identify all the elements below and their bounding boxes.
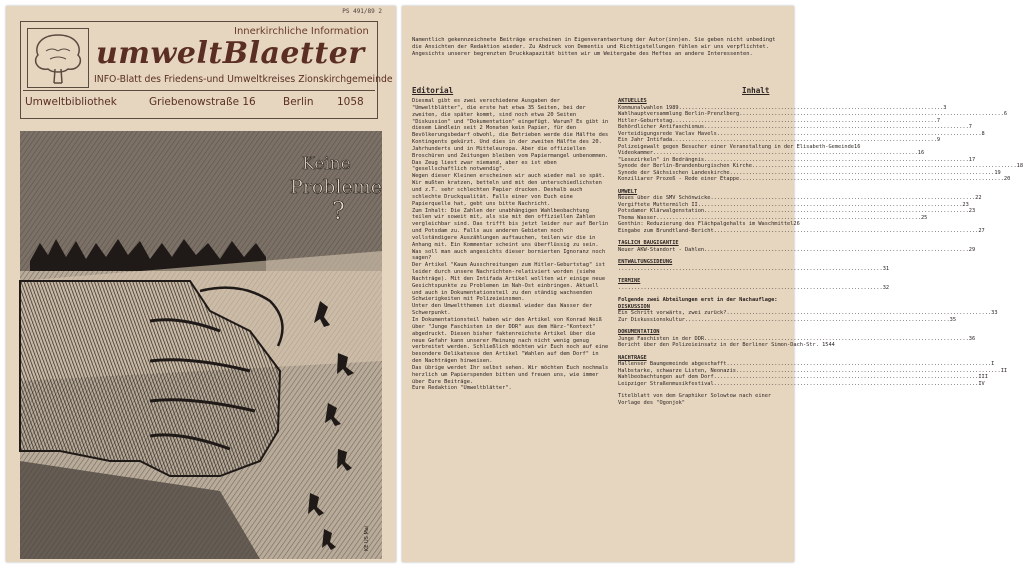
archive-stamp: PS 491/89 2 (342, 8, 382, 15)
toc-dot-leader (714, 381, 979, 388)
editorial-paragraph: Zum Inhalt: Die Zahlen der unabhängigen Wahlbeobachtung teilen wir soweit mit, als sie mit den offiziellen Zahlen vergleichbar sind. Das trifft bis jetzt leider nur auf Berlin und Potsdam zu. Falls aus anderen Gebieten noch vollständigere Auszählungen auftauchen, teilen wir die in Anhang mit. Ein Kommentar scheint uns überflüssig zu sein. Was soll man auch angesichts dieser bornierten Ignoranz noch sagen? (412, 207, 609, 262)
editorial-page (402, 6, 1023, 562)
toc-section-title: UMWELT (618, 188, 638, 195)
toc-page-number: 7 (968, 124, 972, 130)
toc-page-number: 6 (1003, 111, 1008, 117)
toc-page-number: 18 (1016, 163, 1023, 169)
toc-entry-title: Vergiftete Muttermilch II (618, 201, 698, 208)
toc-dot-leader (618, 285, 883, 292)
toc-entry-title: Potsdamer Klärwalgenstation (618, 208, 705, 214)
toc-dot-leader (685, 317, 950, 324)
editorial-paragraph: Diesmal gibt es zwei verschiedene Ausgaben der "Umweltblätter", die erste hat etwa 35 Seiten, bei der zweiten, die später kommt, sind noch etwa 20 Seiten "Diskussion" und "Dokumentation" eingefügt. Warum? Es gibt in diesem Ländlein seit 2 Monaten kein Papier, für den Bevölkerungsbedarf obwohl, die Betrieben werde die Hälfte des Kontingents gekürzt. Und dies in der zweiten Hälfte des 20. Jahrhunderts und in Mitteleuropa. Aber die offiziellen Broschüren und Zeitungen bleiben vom Papiermangel unbenommen. Das Zeug liest zwar niemand, aber es ist eben "gesellschaftlich notwendig". (412, 98, 609, 173)
toc-page-number: 29 (968, 246, 976, 253)
toc-page-number: IV (978, 380, 985, 387)
toc-dot-leader (739, 176, 1004, 183)
toc-entry-title: Synode der Berlin-Brandenburgischen Kirche (618, 163, 752, 169)
toc-entry-title: Kommunalwahlen 1989 (618, 104, 679, 111)
toc-section-title: AKTUELLES (618, 98, 647, 104)
toc-page-number: 7 (936, 117, 941, 124)
masthead-subtitle: INFO-Blatt des Friedens-und Umweltkreises Zionskirchgemeinde (94, 74, 393, 85)
address-postcode: 1058 (337, 96, 364, 108)
toc-section-title: NACHTRAGE (618, 354, 647, 361)
toc-page-number: 26 (793, 221, 800, 227)
toc-section (618, 354, 1008, 388)
masthead (20, 21, 393, 119)
toc-entry-title: Ein Schritt vorwärts, zwei zurück? (618, 310, 727, 316)
editorial-paragraph: Der Artikel "Kaum Ausschreitungen zum Hitler-Geburtstag" ist leider durch unsere Nachrichten-relativiert worden (siehe Nachträge). Mit den Intifada Artikel wollten wir einige neue Gesichtspunkte zu Problemen im Nah-Ost einbringen. Aktuell und auch in Dokumentationsteil zu den ständig wachsenden Schwierigkeiten mit Polizeieinsmen. (412, 262, 606, 303)
toc-entry-title: Polizeigewalt gegen Besucher einer Veranstaltung in der Elisabeth-Gemeinde (618, 143, 854, 150)
toc-note: Folgende zwei Abteilungen erst in der Nachauflage: (618, 297, 778, 303)
toc-page-number: 23 (968, 208, 976, 214)
toc-entry-title: Thema Wasser (618, 214, 657, 221)
intro-note: Namentlich gekennzeichnete Beiträge erscheinen in Eigenverantwortung der Autor(inn)en. Sie geben nicht unbedingt die Ansichten der Redaktion wieder. Zu Abdruck von Dementis und Richtigstellungen fühlen wir uns verpflichtet. Angesichts unserer begrenzten Druckkapazität bitten wir um Weitergabe des Heftes an andere Interessenten. (412, 37, 776, 58)
toc-heading: Inhalt (742, 86, 770, 95)
toc-entry-title: Hitler-Geburtstag (618, 117, 673, 124)
toc-section (618, 98, 1023, 183)
toc-entry-title: Eingabe zum Brundtland-Bericht (618, 227, 714, 234)
toc-page-number: 22 (975, 195, 982, 201)
toc-page-number: 25 (920, 214, 928, 221)
cover-illustration (20, 131, 382, 559)
toc-entry-title: Neuer AKW-Standort - Dahlen (618, 246, 705, 253)
illustration-text-probleme: Probleme (290, 176, 383, 198)
toc-page-number: 32 (882, 284, 890, 291)
toc-entry-title: Behördlicher Antifaschismus (618, 124, 705, 130)
toc-entry-title: Hallenser Baumgemeinde abgeschafft (618, 361, 727, 367)
toc-entry (618, 380, 985, 388)
toc-entry-title: Neues über die SMV Schönwicke (618, 195, 711, 201)
toc-page-number: 31 (882, 265, 890, 272)
toc-entry-title: Bericht über den Polizeieinsatz in der Berliner Simon-Dach-Str. 15 (618, 342, 829, 348)
toc-page-number: 8 (981, 130, 985, 137)
editorial-paragraph: Das übrige werdet Ihr selbst sehen. Wir möchten Euch nochmals herzlich um Papierspenden bitten und freuen uns, wie immer über Eure Beiträge. (412, 364, 609, 385)
toc-entry (618, 227, 985, 235)
toc-entry (618, 246, 976, 254)
toc-entry-title: Wahlbeobachtungen auf dem Dorf (618, 374, 714, 380)
editorial-heading: Editorial (412, 86, 454, 95)
illustration-text-keine: Keine (302, 154, 351, 174)
address-street: Griebenowstraße 16 (149, 96, 256, 108)
toc-page-number: 16 (854, 143, 861, 150)
editorial-paragraph: Unter den Umweltthemen ist diesmal wieder das Wasser der Schwerpunkt. (412, 303, 593, 317)
toc-entry-title: Verteidigungsrede Vaclav Havels (618, 130, 717, 137)
toc-page-number: 27 (978, 227, 985, 234)
toc-page-number: 36 (968, 335, 976, 342)
toc-section (618, 240, 976, 253)
toc-dot-leader (714, 228, 979, 235)
cover-credit: Titelblatt von dem Graphiker Solowtow nach einer Vorlage des "Ogonjok" (618, 393, 772, 406)
toc-entry-title: Junge Faschisten in der DDR (618, 335, 705, 342)
toc-page-number: 16 (917, 150, 925, 156)
toc-section (618, 303, 998, 324)
toc-page-number: 33 (991, 310, 998, 316)
toc-page-number: 44 (828, 342, 835, 348)
toc-page-number: 9 (936, 137, 941, 143)
toc-entry-title: Halbstarke, schwarze Listen, Neonazis (618, 367, 736, 374)
artist-signature: KE US Mai (364, 525, 370, 551)
toc-dot-leader (618, 266, 883, 273)
toc-entry-title: "Lesezirkeln" in Bedrängnis (618, 156, 705, 163)
toc-page-number: 17 (968, 156, 976, 163)
toc-page-number: 3 (943, 104, 947, 111)
toc-entry-title: Zur Diskussionskultur (618, 316, 685, 323)
masthead-top-label: Innerkirchliche Information (234, 26, 369, 37)
toc-page-number: 19 (994, 169, 1001, 176)
toc-page-number: 23 (962, 201, 969, 208)
toc-entry (618, 342, 835, 349)
toc-entry (618, 316, 957, 324)
toc-entry-title: Leipziger Straßenmusikfestival (618, 380, 714, 387)
toc-page-number: 35 (949, 316, 957, 323)
toc-page-number: I (991, 361, 995, 367)
toc-section-title: TERMINE (618, 278, 641, 284)
editorial-signature: Eure Redaktion "Umweltblätter". (412, 385, 512, 392)
address-org: Umweltbibliothek (25, 96, 117, 108)
address-city: Berlin (283, 96, 314, 108)
toc-entry-title: Konziliarer Prozeß - Rede einer Etappe (618, 176, 740, 182)
toc-section (618, 278, 890, 291)
toc-entry (618, 265, 890, 273)
toc-section (618, 188, 985, 235)
editorial-paragraph: In Dokumentationsteil haben wir den Artikel von Konrad Weiß über "Junge Faschisten in der DDR" aus dem Härz-"Kontext" abgedruckt. Diesen bisher faktenreichste Artikel über die neue Gefahr kann unserer Meinung nach nicht wenig genug verbreitet werden. Schließlich möchten wir Euch noch auf eine besondere Delikatesse den Artikel "Wahlen auf dem Dorf" in den Nachträgen hinweisen. (412, 317, 609, 365)
toc-entry-title: Ein Jahr Intifada (618, 137, 673, 143)
tree-logo-icon (27, 28, 89, 88)
toc-section-title: TAGLICH BAUGIGANTIE (618, 240, 679, 246)
cover-page (6, 6, 396, 562)
masthead-divider (23, 90, 375, 91)
toc-entry-title: Synode der Sächsischen Landeskirche (618, 169, 730, 176)
editorial-body (412, 98, 610, 392)
toc-entry (618, 176, 1011, 183)
toc-section (618, 329, 976, 349)
toc-sections (618, 98, 1023, 291)
toc-entry-title: Wahlhauptversammlung Berlin-Prenzlberg (618, 111, 740, 117)
table-of-contents (618, 98, 1023, 406)
masthead-title: umweltBlaetter (96, 36, 365, 71)
illustration-question-mark: ? (332, 197, 345, 225)
toc-section (618, 259, 890, 272)
toc-entry-title: Genthin: Reduzierung des Flächpalgehalts im Waschmittel (618, 221, 794, 227)
toc-page-number: III (978, 374, 988, 380)
toc-section-title: DISKUSSION (618, 303, 650, 310)
toc-page-number: II (1000, 367, 1008, 374)
toc-section-title: ENTWALTUNGSIDEUNG (618, 259, 673, 265)
toc-page-number: 20 (1003, 176, 1011, 182)
toc-dot-leader (704, 247, 969, 254)
editorial-paragraph: Wegen dieser Kleinen erscheinen wir auch wieder mal so spät. Wir mußten kratzen, betteln und mit den unterschiedlichsten und z.T. sehr schlechten Papier drucken. Deshalb auch schlechte Druckqualität. Falls einer von Euch eine Papierquelle hat, gebt uns bitte Nachricht. (412, 173, 606, 207)
toc-entry-title: Videokammer (618, 150, 654, 156)
toc-sections-supplement (618, 303, 1008, 388)
toc-entry (618, 284, 890, 292)
toc-section-title: DOKUMENTATION (618, 329, 660, 335)
